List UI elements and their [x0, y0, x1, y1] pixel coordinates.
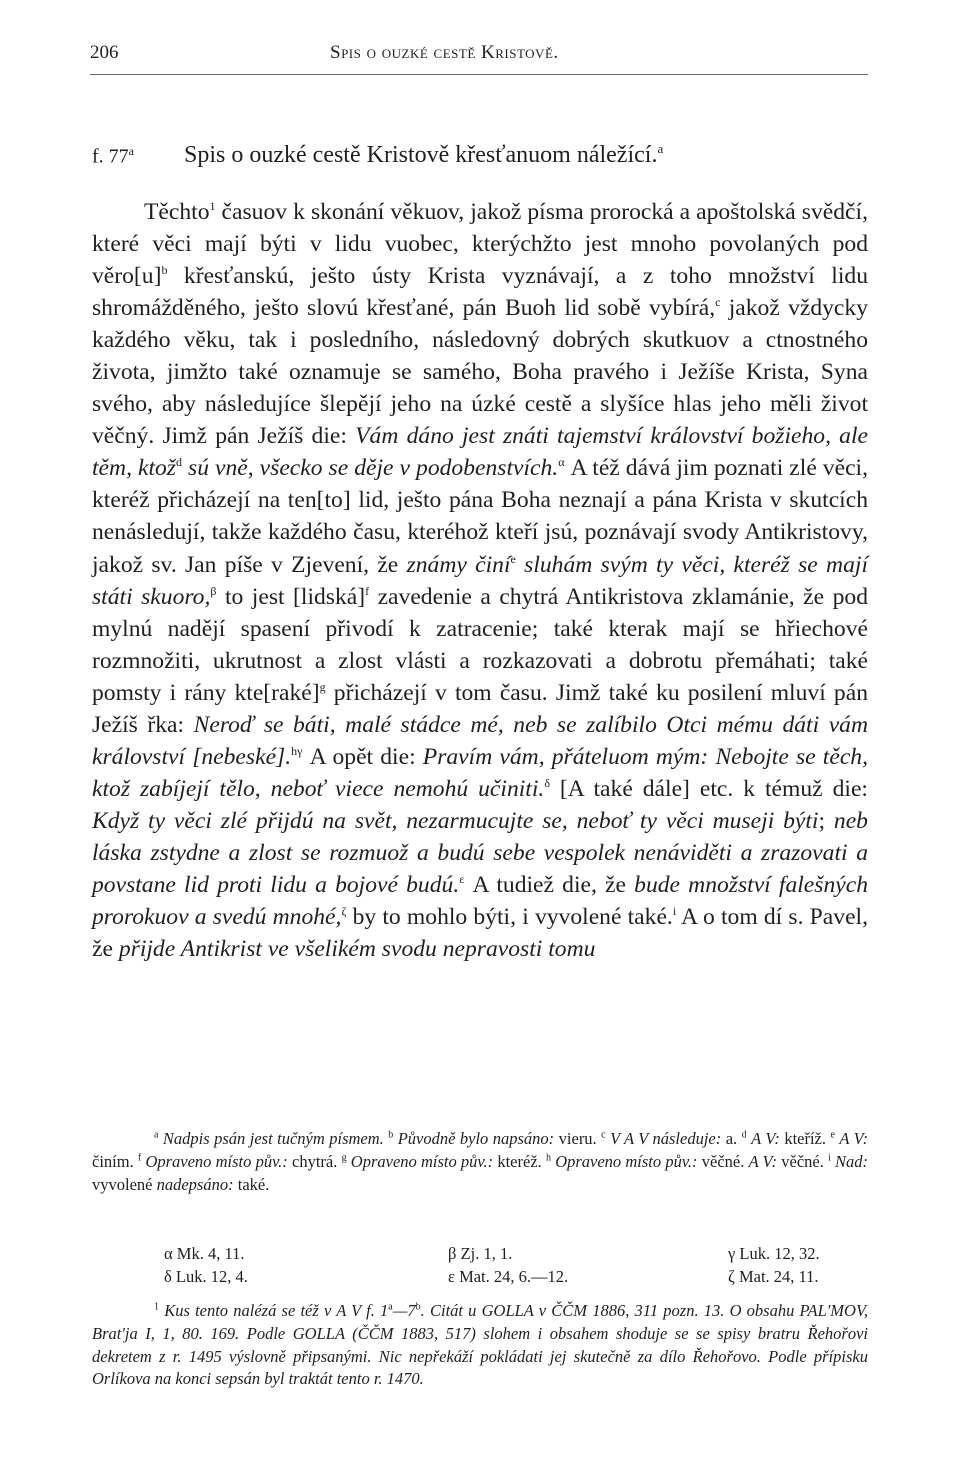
- note-label: Opraveno místo pův.:: [350, 1151, 494, 1171]
- header-rule: [90, 74, 868, 75]
- text-run: by to mohlo býti, i vyvolené také.: [346, 904, 673, 931]
- reference-item: [92, 1243, 448, 1266]
- folio-text: f. 77: [92, 145, 129, 168]
- footnote-mark: d: [176, 455, 182, 470]
- reference-mark: α: [558, 455, 565, 470]
- note-label: Opraveno místo pův.:: [555, 1151, 698, 1171]
- reference-mark: β: [448, 1244, 457, 1263]
- note-label: A V:: [751, 1129, 780, 1148]
- footnote-mark: c: [715, 295, 721, 310]
- quotation: Vám dáno jest znáti tajemství království božieho, ale těm, ktož: [92, 423, 869, 482]
- reference-item: [448, 1243, 728, 1266]
- quotation: sluhám svým ty věci, kteréž se mají státi skuoro,: [92, 551, 868, 610]
- footnote-mark: h: [291, 743, 298, 758]
- text-run: A o tom dí s. Pavel, že: [92, 904, 868, 963]
- text-run: jakož vždycky každého věku, tak i posledního, následovný dobrých skutkuov a ctnostného života, jimžto také oznamuje se samého, Boha pravého i Ježíše Krista, Syna svého, aby následujíce šlepějí jeho na úzké cestě a slyšíce hlas jeho měli život věčný. Jimž pán Ježíš die:: [92, 295, 868, 450]
- reference-text: Luk. 12, 32.: [739, 1244, 820, 1263]
- note-mark: f: [137, 1152, 142, 1164]
- note-superscript: a: [388, 1301, 393, 1313]
- text-run: A opět die:: [302, 743, 423, 770]
- reference-mark: β: [210, 583, 217, 598]
- note-text: vyvolené: [92, 1174, 153, 1194]
- footnote-mark: 1: [209, 199, 216, 214]
- note-mark: i: [828, 1152, 831, 1164]
- main-paragraph: [92, 196, 868, 965]
- reference-item: [92, 1266, 448, 1289]
- quotation: sú vně, všecko se děje v podobenstvích.: [182, 455, 559, 482]
- note-label: A V:: [748, 1151, 778, 1171]
- text-run: A tudiež die, že: [464, 871, 635, 898]
- quotation: neb láska zstydne a zlost se rozmuož a budú sebe vespolek nenáviděti a zrazovati a povstane lid proti lidu a bojové budú.: [92, 807, 868, 898]
- note-label: V A V následuje:: [610, 1129, 722, 1148]
- note-mark: e: [830, 1129, 835, 1141]
- text-run: křesťanskú, ješto ústy Krista vyznávají, a z toho množství lidu shromážděného, ješto slovú křesťané, pán Buoh lid sobě vybírá,: [92, 263, 868, 322]
- reference-text: Luk. 12, 4.: [175, 1266, 248, 1286]
- footnote-mark: i: [672, 904, 677, 919]
- footnote-mark: g: [319, 679, 326, 694]
- reference-row: [92, 1266, 868, 1289]
- note-text: také.: [237, 1174, 270, 1194]
- reference-mark: δ: [164, 1266, 172, 1286]
- footnote-mark: f: [365, 583, 370, 598]
- note-label: A V:: [839, 1129, 869, 1148]
- quotation: známy činí: [406, 551, 511, 578]
- quotation: Když ty věci zlé přijdú na svět, nezarmucujte se, neboť ty věci museji býti: [92, 807, 819, 834]
- text-run: to jest [lidská]: [216, 583, 366, 610]
- text-run: Těchto: [144, 199, 210, 225]
- note-label: Nadpis psán jest tučným písmem.: [162, 1129, 384, 1148]
- note-label: Původně bylo napsáno:: [397, 1129, 555, 1148]
- text-run: časuov k skonání věkuov, jakož písma prorocká a apoštolská svědčí, které věci mají býti v lidu vuobec, kterýchžto jest mnoho povolaných pod věro[u]: [92, 199, 868, 290]
- editorial-note-paragraph: [92, 1300, 868, 1391]
- quotation: přijde Antikrist ve všelikém svodu nepravosti tomu: [118, 936, 596, 963]
- note-text: kteříž.: [784, 1129, 826, 1148]
- quotation: Neroď se báti, malé stádce mé, neb se zalíbilo Otci mému dáti vám království [nebeské].: [92, 711, 868, 770]
- section-title: [184, 141, 663, 169]
- note-mark: 1: [154, 1301, 159, 1313]
- reference-item: [448, 1266, 728, 1289]
- note-mark: g: [341, 1152, 347, 1164]
- note-text: chytrá.: [292, 1151, 338, 1171]
- reference-text: Mk. 4, 11.: [176, 1244, 245, 1263]
- note-text: vieru.: [558, 1129, 597, 1148]
- note-label: Opraveno místo pův.:: [145, 1151, 288, 1171]
- reference-text: Zj. 1, 1.: [460, 1244, 513, 1263]
- footnote-mark: b: [161, 263, 168, 278]
- textual-notes: [92, 1128, 868, 1196]
- note-text: a.: [725, 1129, 738, 1148]
- main-text: [92, 196, 868, 965]
- reference-mark: α: [164, 1244, 173, 1263]
- page-number: 206: [90, 42, 119, 63]
- note-label: Nad:: [835, 1151, 869, 1171]
- note-text: Kus tento nalézá se též v A V f. 1: [164, 1301, 389, 1320]
- note-mark: h: [545, 1152, 551, 1164]
- reference-text: Mat. 24, 11.: [738, 1266, 819, 1286]
- note-mark: b: [388, 1129, 394, 1141]
- reference-row: [92, 1243, 868, 1266]
- text-run: ;: [818, 807, 834, 834]
- note-text: . Citát u GOLLA v ČČM 1886, 311 pozn. 13. O obsahu PAL'MOV, Brat'ja I, 1, 80. 169. Podle GOLLA (ČČM 1883, 517) slohem i obsahem shoduje se se spisy bratru Řehořovi dekretem z r. 1495 výslovně připsanými. Nic nepřekáží pokládati jej skutečně za dílo Řehořovo. Podle přípisku Orlíkova na konci sepsán byl traktát tento r. 1470.: [92, 1301, 869, 1389]
- note-text: věčné.: [701, 1151, 745, 1171]
- reference-item: [728, 1266, 868, 1289]
- editorial-note: [92, 1300, 868, 1391]
- section-title-mark: a: [657, 141, 664, 156]
- folio-marker: [92, 144, 134, 169]
- note-text: kteréž.: [497, 1151, 542, 1171]
- folio-mark: a: [128, 144, 134, 158]
- running-title: Spis o ouzké cestě Kristově.: [330, 42, 559, 63]
- note-label: nadepsáno:: [156, 1174, 234, 1194]
- reference-item: [728, 1243, 868, 1266]
- reference-mark: ε: [448, 1266, 455, 1286]
- textual-notes-paragraph: [92, 1128, 868, 1196]
- text-run: [A také dále] etc. k témuž die:: [549, 775, 868, 802]
- quotation: Pravím vám, přáteluom mým: Nebojte se těch, ktož zabíjejí tělo, neboť viece nemohú učiniti.: [92, 743, 868, 802]
- text-run: A též dává jim poznati zlé věci, kteréž přicházejí na ten[to] lid, ješto pána Boha neznají a pána Krista v skutcích nenásledují, takže každého času, kteréhož kteří jsú, poznávají svody Antikristovy, jakož sv. Jan píše v Zjevení, že: [92, 455, 869, 578]
- section-title-text: Spis o ouzké cestě Kristově křesťanuom náležící.: [184, 142, 658, 168]
- footnote-mark: e: [510, 551, 516, 566]
- note-superscript: b: [415, 1301, 421, 1313]
- quotation: bude množství falešných prorokuov a svedú mnohé,: [92, 871, 869, 931]
- reference-text: Mat. 24, 6.—12.: [459, 1266, 569, 1286]
- reference-mark: ζ: [341, 904, 347, 919]
- text-run: zavedenie a chytrá Antikristova zklamánie, že pod mylnú nadějí spasení přivodí k zatracenie; také kterak mají se hřiechové rozmnožiti, ukrutnost a zlost vlásti a rozkazovati a dobrotu přemáhati; také pomsty i rány kte[raké]: [92, 583, 868, 706]
- note-mark: a: [154, 1129, 159, 1141]
- note-text: věčné.: [781, 1151, 824, 1171]
- reference-mark: ε: [459, 872, 465, 887]
- note-mark: d: [741, 1129, 747, 1141]
- note-mark: c: [601, 1129, 606, 1141]
- reference-mark: ζ: [728, 1266, 735, 1286]
- note-text: —7: [392, 1301, 416, 1320]
- reference-mark: δ: [544, 775, 550, 790]
- note-text: činím.: [92, 1151, 134, 1171]
- text-run: přicházejí v tom času. Jimž také ku posilení mluví pán Ježíš řka:: [92, 679, 868, 738]
- reference-mark: γ: [297, 743, 303, 758]
- biblical-references: [92, 1243, 868, 1289]
- page-header: [90, 42, 868, 76]
- reference-mark: γ: [728, 1244, 736, 1263]
